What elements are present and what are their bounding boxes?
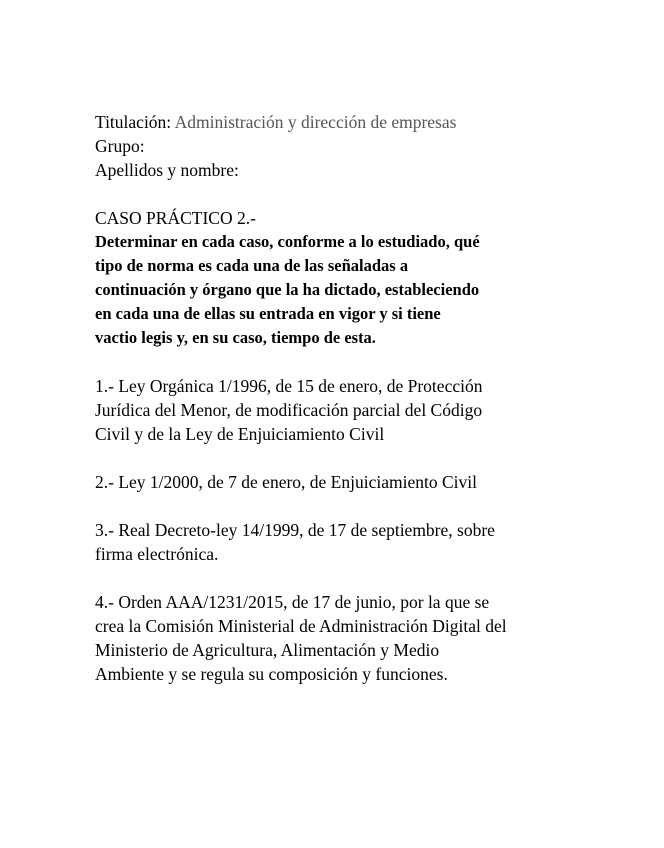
grupo-row <box>95 134 575 158</box>
titulacion-value: Administración y dirección de empresas <box>174 112 457 132</box>
instruction-line: continuación y órgano que la ha dictado, estableciendo <box>95 280 480 299</box>
list-item-4 <box>95 590 575 686</box>
item-line: Jurídica del Menor, de modificación parcial del Código <box>95 400 483 420</box>
apellidos-row <box>95 158 575 182</box>
case-title: CASO PRÁCTICO 2.- <box>95 208 256 228</box>
grupo-label: Grupo: <box>95 136 145 156</box>
item-line: 4.- Orden AAA/1231/2015, de 17 de junio, por la que se <box>95 592 490 612</box>
item-line: 2.- Ley 1/2000, de 7 de enero, de Enjuiciamiento Civil <box>95 472 477 492</box>
document-page <box>95 110 575 686</box>
instruction-line: tipo de norma es cada una de las señaladas a <box>95 256 409 275</box>
instruction-line: Determinar en cada caso, conforme a lo estudiado, qué <box>95 232 480 251</box>
titulacion-row <box>95 110 575 134</box>
spacer <box>95 566 575 590</box>
spacer <box>95 446 575 470</box>
item-line: Civil y de la Ley de Enjuiciamiento Civil <box>95 424 385 444</box>
spacer <box>95 182 575 206</box>
item-line: Ministerio de Agricultura, Alimentación y Medio <box>95 640 440 660</box>
spacer <box>95 350 575 374</box>
instruction-line: vactio legis y, en su caso, tiempo de esta. <box>95 328 376 347</box>
spacer <box>95 494 575 518</box>
item-line: 1.- Ley Orgánica 1/1996, de 15 de enero, de Protección <box>95 376 483 396</box>
instruction-line: en cada una de ellas su entrada en vigor y si tiene <box>95 304 441 323</box>
list-item-3 <box>95 518 575 566</box>
apellidos-label: Apellidos y nombre: <box>95 160 239 180</box>
titulacion-label: Titulación: <box>95 112 172 132</box>
item-line: crea la Comisión Ministerial de Administración Digital del <box>95 616 507 636</box>
item-line: firma electrónica. <box>95 544 219 564</box>
item-line: 3.- Real Decreto-ley 14/1999, de 17 de septiembre, sobre <box>95 520 495 540</box>
list-item-1 <box>95 374 575 446</box>
case-instructions <box>95 230 575 350</box>
item-line: Ambiente y se regula su composición y funciones. <box>95 664 448 684</box>
list-item-2 <box>95 470 575 494</box>
